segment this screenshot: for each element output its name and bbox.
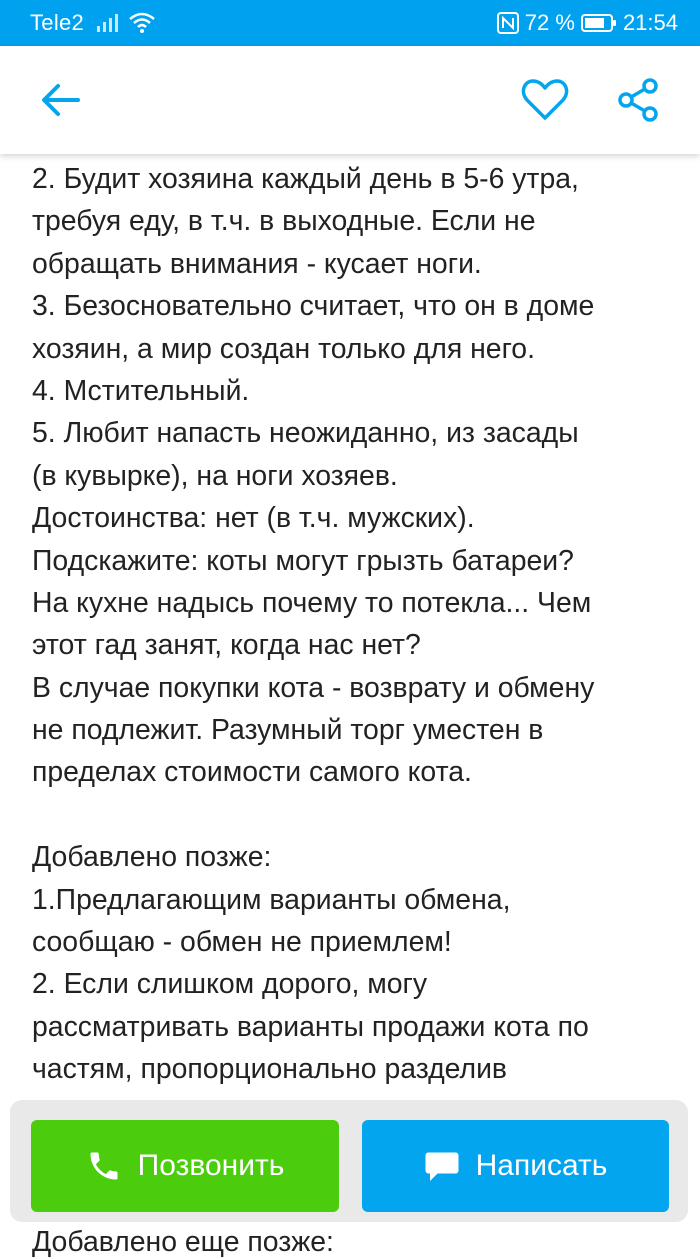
call-button[interactable]: [31, 1120, 339, 1212]
wifi-icon: [127, 10, 157, 34]
description-line: требуя еду, в т.ч. в выходные. Если не: [32, 205, 536, 238]
description-line: этот гад занят, когда нас нет?: [32, 629, 421, 662]
description-line: 3. Безосновательно считает, что он в доме: [32, 290, 595, 323]
description-line: (в кувырке), на ноги хозяев.: [32, 459, 398, 492]
description-line: хозяин, а мир создан только для него.: [32, 332, 535, 365]
description-line: Достоинства: нет (в т.ч. мужских).: [32, 502, 475, 535]
share-icon[interactable]: [614, 76, 662, 124]
carrier-name: Tele2: [30, 10, 85, 35]
description-line: В случае покупки кота - возврату и обмену: [32, 671, 595, 704]
description-line: пределах стоимости самого кота.: [32, 756, 472, 789]
heart-icon[interactable]: [520, 76, 570, 124]
description-line-partial: Добавлено еще позже:: [32, 1226, 334, 1258]
description-line: сообщаю - обмен не приемлем!: [32, 926, 452, 959]
phone-icon: [86, 1148, 122, 1184]
battery-icon: [581, 14, 617, 32]
message-button[interactable]: [362, 1120, 669, 1212]
description-line: Подскажите: коты могут грызть батареи?: [32, 544, 574, 577]
description-line: не подлежит. Разумный торг уместен в: [32, 714, 544, 747]
description-line: 4. Мстительный.: [32, 374, 250, 407]
back-arrow-icon[interactable]: [38, 80, 84, 120]
description-line: 5. Любит напасть неожиданно, из засады: [32, 417, 579, 450]
description-line: рассматривать варианты продажи кота по: [32, 1010, 589, 1043]
status-bar: [0, 0, 700, 46]
action-panel: [10, 1100, 688, 1222]
message-button-label: Написать: [475, 1149, 608, 1182]
description-text: [32, 158, 672, 1091]
clock: 21:54: [622, 10, 678, 35]
description-line: На кухне надысь почему то потекла... Чем: [32, 586, 592, 619]
description-line: Добавлено позже:: [32, 841, 272, 874]
call-button-label: Позвонить: [137, 1149, 285, 1182]
description-line: [32, 794, 672, 836]
app-bar: [0, 46, 700, 154]
description-line: 2. Если слишком дорого, могу: [32, 968, 428, 1001]
description-line: 1.Предлагающим варианты обмена,: [32, 883, 511, 916]
chat-bubble-icon: [424, 1149, 460, 1183]
signal-icon: [97, 12, 125, 32]
description-line: обращать внимания - кусает ноги.: [32, 247, 482, 280]
battery-percent: 72 %: [524, 10, 575, 35]
nfc-icon: [497, 12, 519, 34]
description-line: частям, пропорционально разделив: [32, 1053, 508, 1086]
description-line: 2. Будит хозяина каждый день в 5-6 утра,: [32, 163, 579, 195]
